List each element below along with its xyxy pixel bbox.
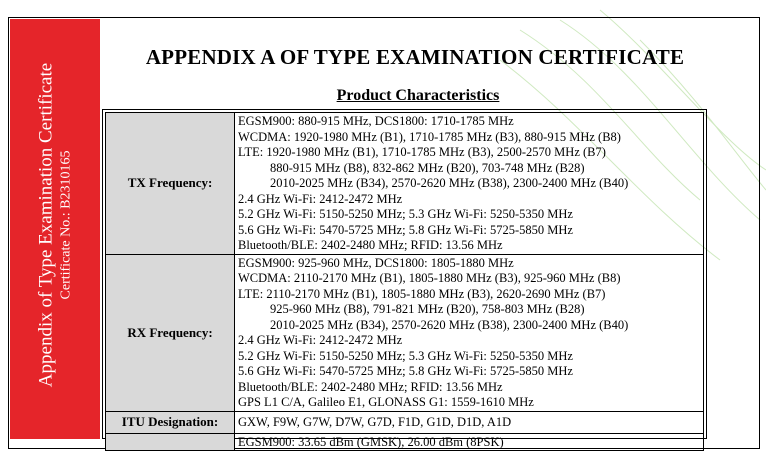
rx-frequency-line: 925-960 MHz (B8), 791-821 MHz (B20), 758-803 MHz (B28) (270, 302, 585, 316)
tx-frequency-line: 5.2 GHz Wi-Fi: 5150-5250 MHz; 5.3 GHz Wi-Fi: 5250-5350 MHz (238, 207, 573, 221)
tx-frequency-label: TX Frequency: (106, 113, 235, 255)
rx-frequency-value (235, 254, 704, 411)
tx-frequency-line: 2010-2025 MHz (B34), 2570-2620 MHz (B38), 2300-2400 MHz (B40) (270, 176, 629, 190)
section-subtitle (100, 87, 736, 105)
product-characteristics-table (102, 109, 707, 449)
tx-lines (238, 114, 701, 254)
page-title: APPENDIX A OF TYPE EXAMINATION CERTIFICATE (145, 45, 685, 69)
table-row-rx (106, 254, 704, 411)
rx-frequency-line: 5.2 GHz Wi-Fi: 5150-5250 MHz; 5.3 GHz Wi-Fi: 5250-5350 MHz (238, 348, 573, 363)
partial-value: EGSM900: 33.65 dBm (GMSK), 26.00 dBm (8PSK) (235, 433, 704, 451)
rx-frequency-line: 2010-2025 MHz (B34), 2570-2620 MHz (B38), 2300-2400 MHz (B40) (270, 317, 629, 332)
tx-frequency-line: 2.4 GHz Wi-Fi: 2412-2472 MHz (238, 191, 403, 206)
rx-frequency-line: 2.4 GHz Wi-Fi: 2412-2472 MHz (238, 333, 403, 347)
rx-frequency-label: RX Frequency: (106, 254, 235, 411)
sidebar-text-block (36, 63, 75, 387)
table-row-tx (106, 113, 704, 255)
tx-frequency-line: LTE: 1920-1980 MHz (B1), 1710-1785 MHz (B3), 2500-2570 MHz (B7) (238, 145, 606, 159)
rx-frequency-line: LTE: 2110-2170 MHz (B1), 1805-1880 MHz (B3), 2620-2690 MHz (B7) (238, 286, 606, 301)
certificate-number: Certificate No.: B2310165 (58, 150, 74, 300)
rx-frequency-line: EGSM900: 925-960 MHz, DCS1800: 1805-1880 MHz (238, 255, 514, 270)
tx-frequency-value (235, 113, 704, 255)
itu-designation-label: ITU Designation: (106, 411, 235, 433)
rx-frequency-line: Bluetooth/BLE: 2402-2480 MHz; RFID: 13.56 MHz (238, 379, 503, 394)
characteristics-grid (105, 112, 704, 451)
tx-frequency-line: 880-915 MHz (B8), 832-862 MHz (B20), 703-748 MHz (B28) (270, 160, 585, 175)
rx-lines (238, 256, 701, 411)
rx-frequency-line: GPS L1 C/A, Galileo E1, GLONASS G1: 1559-1610 MHz (238, 395, 534, 409)
tx-frequency-line: WCDMA: 1920-1980 MHz (B1), 1710-1785 MHz (B3), 880-915 MHz (B8) (238, 129, 621, 144)
sidebar-title: Appendix of Type Examination Certificate (35, 62, 57, 388)
itu-designation-value: GXW, F9W, G7W, D7W, G7D, F1D, G1D, D1D, A1D (235, 411, 704, 433)
tx-frequency-line: Bluetooth/BLE: 2402-2480 MHz; RFID: 13.56 MHz (238, 238, 503, 252)
tx-frequency-line: 5.6 GHz Wi-Fi: 5470-5725 MHz; 5.8 GHz Wi-Fi: 5725-5850 MHz (238, 222, 573, 237)
tx-frequency-line: EGSM900: 880-915 MHz, DCS1800: 1710-1785 MHz (238, 114, 514, 128)
section-subtitle-text: Product Characteristics (336, 87, 500, 104)
rx-frequency-line: 5.6 GHz Wi-Fi: 5470-5725 MHz; 5.8 GHz Wi-Fi: 5725-5850 MHz (238, 364, 573, 378)
rx-frequency-line: WCDMA: 2110-2170 MHz (B1), 1805-1880 MHz (B3), 925-960 MHz (B8) (238, 271, 621, 285)
table-row-itu (106, 411, 704, 433)
